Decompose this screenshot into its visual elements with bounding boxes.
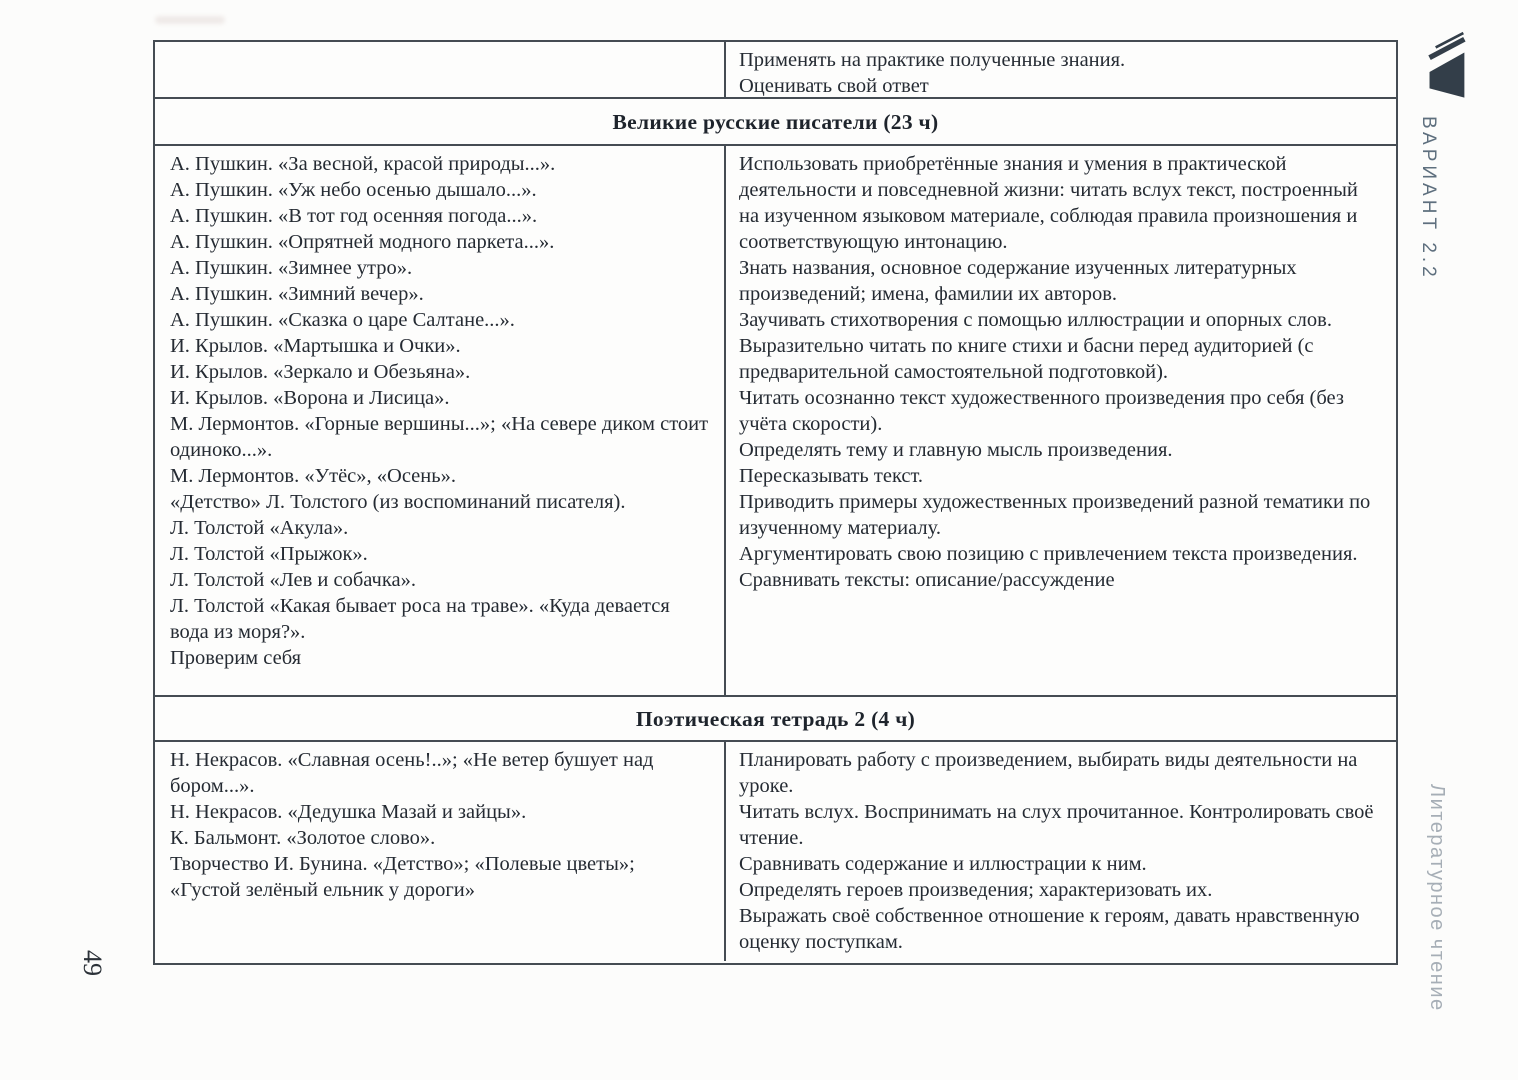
skill-item: Использовать приобретённые знания и умения в практической деятельности и повседневной жизни: читать вслух текст, построенный на изученном языковом материале, соблюдая правила произношения и соответствующую интонацию. [739,153,1358,253]
skill-item: Знать названия, основное содержание изученных литературных произведений; имена, фамилии их авторов. [739,257,1297,305]
work-item: И. Крылов. «Зеркало и Обезьяна». [170,361,471,383]
subject-label: Литературное чтение [1426,784,1448,1012]
table-row-section-1 [155,146,1396,697]
work-item: А. Пушкин. «Зимний вечер». [170,283,424,305]
work-item: Н. Некрасов. «Дедушка Мазай и зайцы». [170,801,527,823]
skill-item: Приводить примеры художественных произведений разной тематики по изученному материалу. [739,491,1371,539]
work-item: М. Лермонтов. «Утёс», «Осень». [170,465,456,487]
work-item: К. Бальмонт. «Золотое слово». [170,827,436,849]
work-item: А. Пушкин. «Зимнее утро». [170,257,413,279]
skill-item: Выражать своё собственное отношение к героям, давать нравственную оценку поступкам. [739,905,1360,953]
skill-item: Аргументировать свою позицию с привлечением текста произведения. [739,543,1358,565]
work-item: Л. Толстой «Лев и собачка». [170,569,416,591]
section-header-poetry-notebook: Поэтическая тетрадь 2 (4 ч) [635,706,916,731]
intro-skills-cell [726,42,1396,97]
intro-works-cell [155,42,726,97]
table-row-section-2 [155,742,1396,961]
works-list-cell [155,146,726,695]
work-item: Проверим себя [170,647,302,669]
work-item: Л. Толстой «Акула». [170,517,349,539]
skill-item: Пересказывать текст. [739,465,924,487]
variant-label: ВАРИАНТ 2.2 [1418,116,1439,281]
work-item: А. Пушкин. «В тот год осенняя погода...». [170,205,538,227]
scan-artifact [155,16,225,24]
works-list-cell-2 [155,742,726,961]
work-item: А. Пушкин. «Опрятней модного паркета...». [170,231,555,253]
work-item: И. Крылов. «Ворона и Лисица». [170,387,450,409]
work-item: А. Пушкин. «Уж небо осенью дышало...». [170,179,537,201]
work-item: Н. Некрасов. «Славная осень!..»; «Не ветер бушует над бором...». [170,749,654,797]
flag-stripes-icon [1426,30,1472,112]
table-row-intro [155,42,1396,99]
skill-item: Оценивать свой ответ [739,75,929,97]
skill-item: Определять героев произведения; характеризовать их. [739,879,1213,901]
skill-item: Сравнивать тексты: описание/рассуждение [739,569,1115,591]
skills-list-cell-2 [726,742,1396,961]
skill-item: Применять на практике полученные знания. [739,49,1126,71]
table-row-section-header-1 [155,99,1396,146]
skill-item: Читать вслух. Воспринимать на слух прочитанное. Контролировать своё чтение. [739,801,1374,849]
work-item: А. Пушкин. «За весной, красой природы...». [170,153,556,175]
skill-item: Определять тему и главную мысль произведения. [739,439,1173,461]
skills-list-cell [726,146,1396,695]
section-header-writers: Великие русские писатели (23 ч) [612,109,939,134]
table-row-section-header-2 [155,697,1396,742]
skill-item: Планировать работу с произведением, выбирать виды деятельности на уроке. [739,749,1358,797]
work-item: Л. Толстой «Какая бывает роса на траве». «Куда девается вода из моря?». [170,595,670,643]
work-item: Творчество И. Бунина. «Детство»; «Полевые цветы»; «Густой зелёный ельник у дороги» [170,853,635,901]
page-number: 49 [78,950,107,976]
work-item: И. Крылов. «Мартышка и Очки». [170,335,461,357]
work-item: М. Лермонтов. «Горные вершины...»; «На севере диком стоит одиноко...». [170,413,709,461]
curriculum-table [153,40,1398,965]
skill-item: Сравнивать содержание и иллюстрации к ним. [739,853,1147,875]
work-item: «Детство» Л. Толстого (из воспоминаний писателя). [170,491,626,513]
skill-item: Заучивать стихотворения с помощью иллюстрации и опорных слов. [739,309,1332,331]
skill-item: Читать осознанно текст художественного произведения про себя (без учёта скорости). [739,387,1344,435]
work-item: А. Пушкин. «Сказка о царе Салтане...». [170,309,515,331]
work-item: Л. Толстой «Прыжок». [170,543,368,565]
skill-item: Выразительно читать по книге стихи и басни перед аудиторией (с предварительной самостоятельной подготовкой). [739,335,1314,383]
